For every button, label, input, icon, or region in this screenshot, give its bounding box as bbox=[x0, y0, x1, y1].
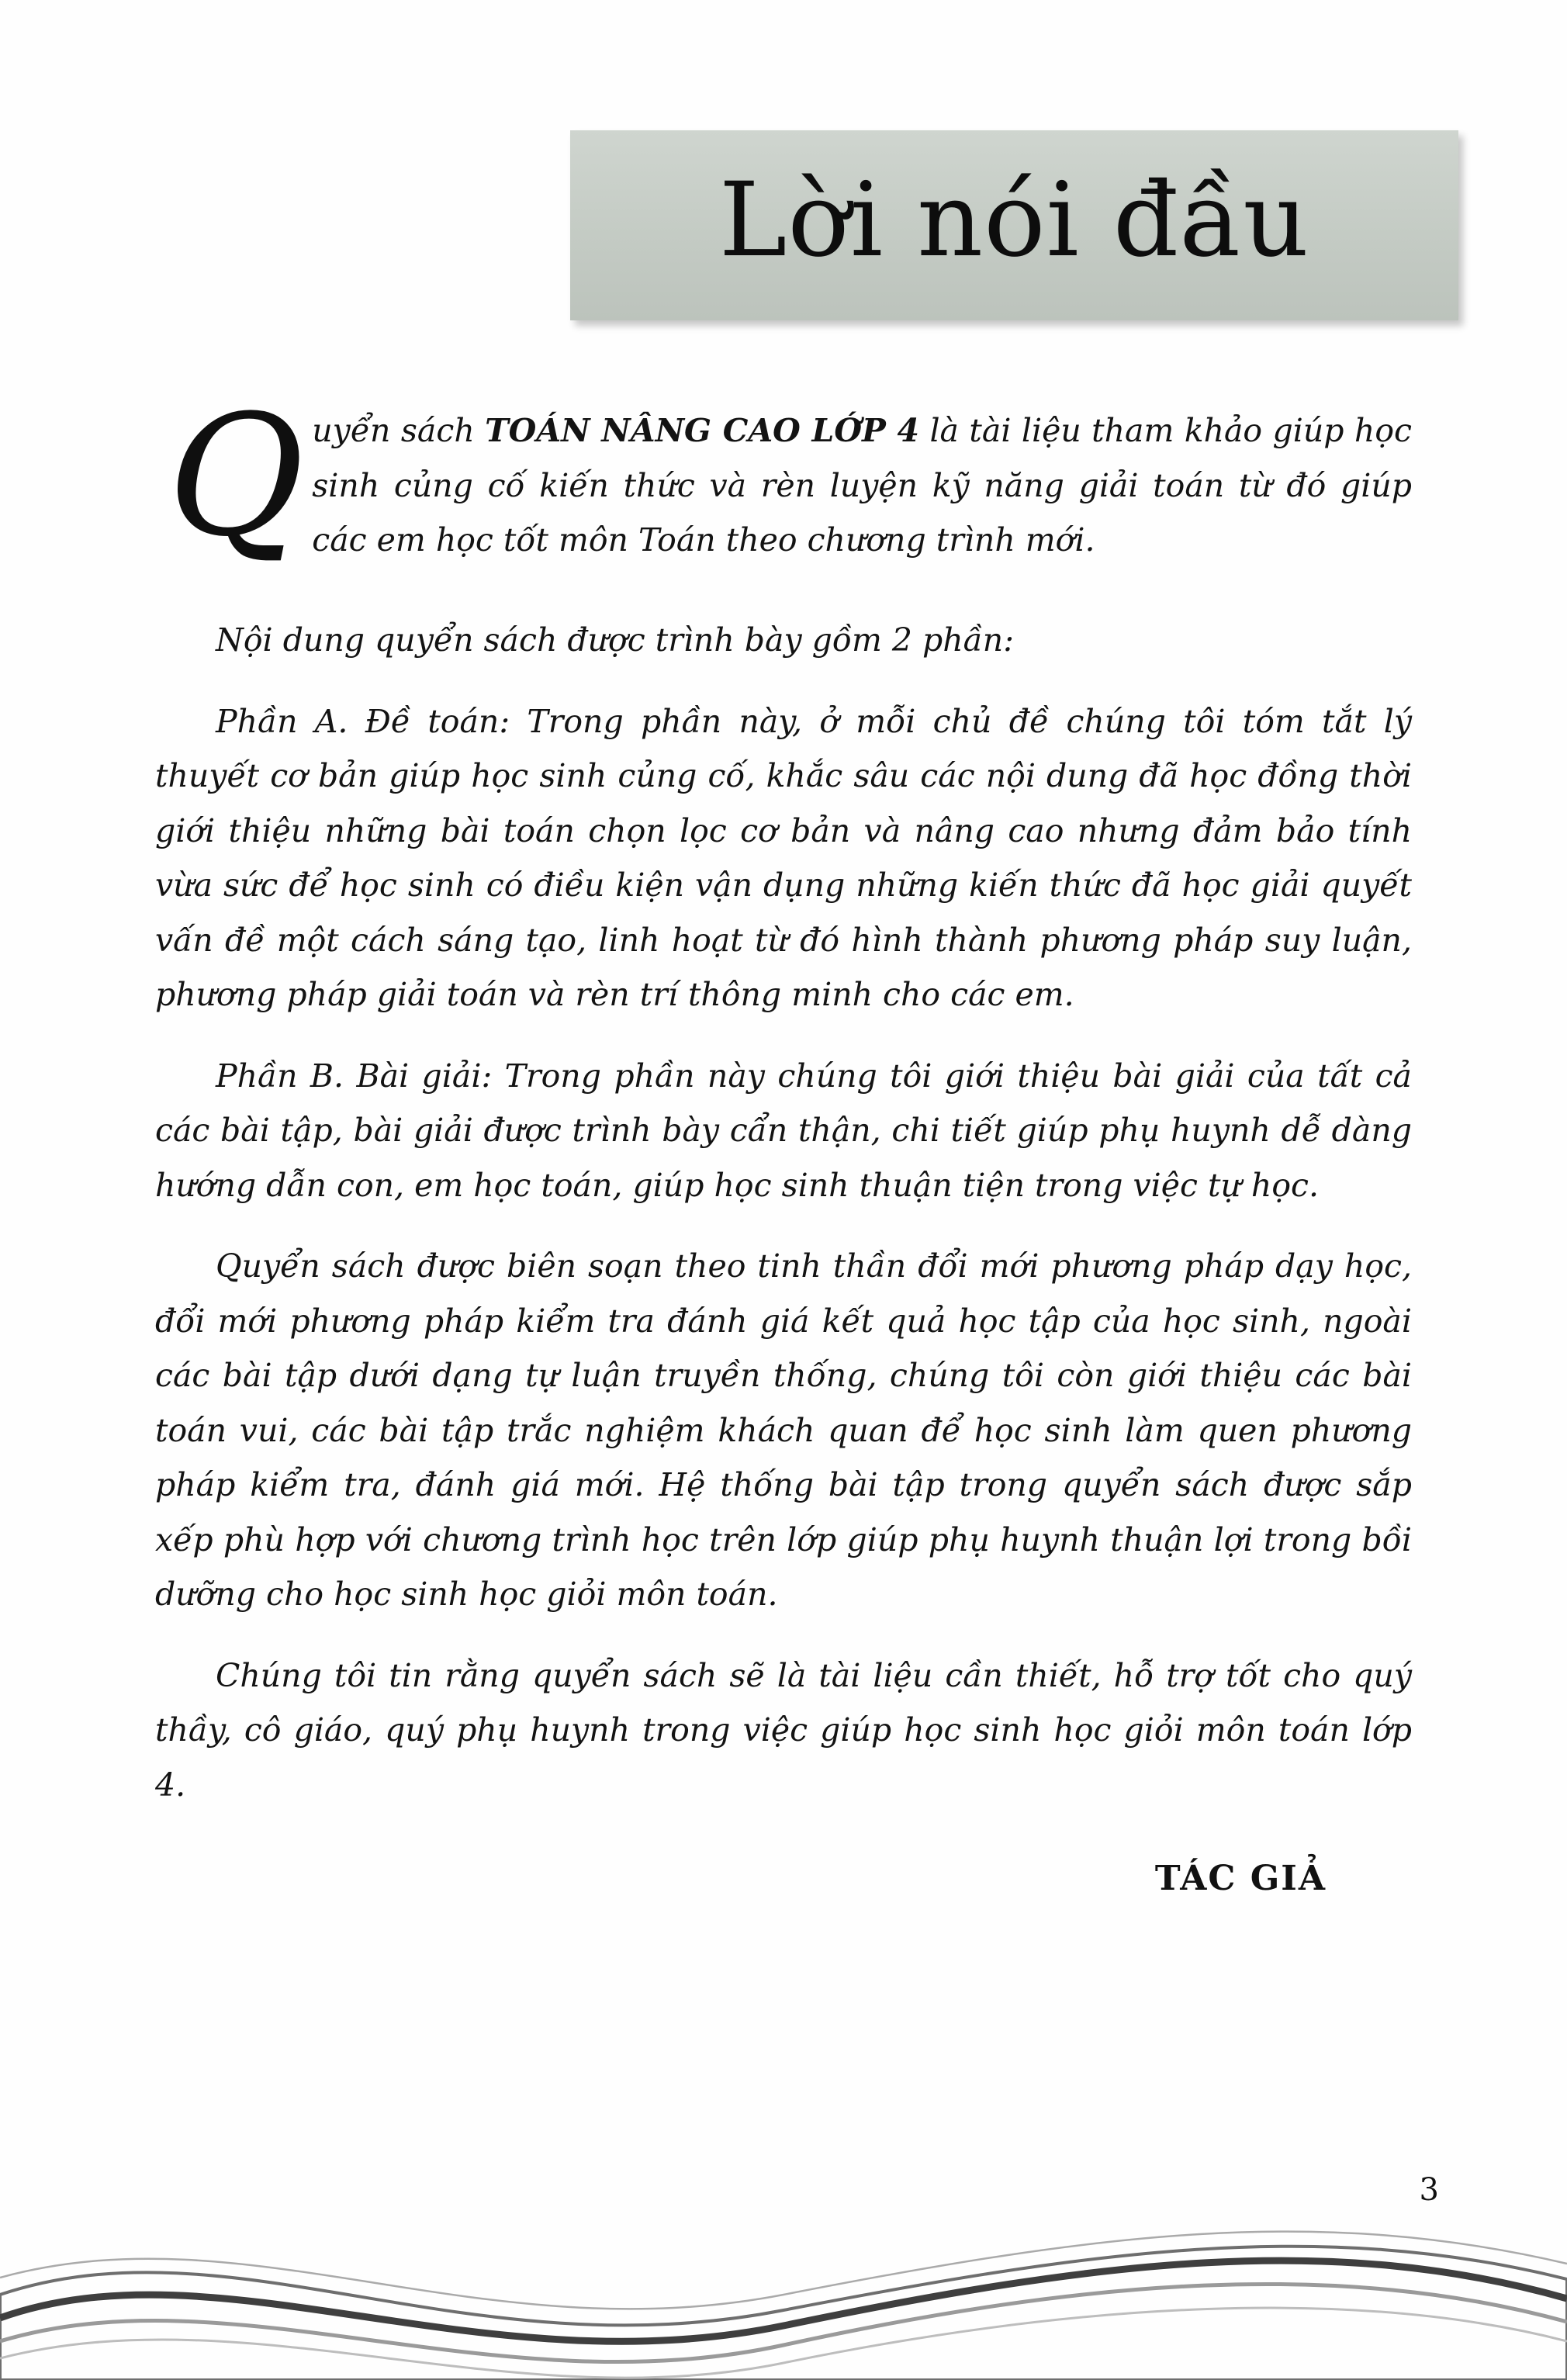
intro-rest: là tài liệu tham khảo giúp học sinh củng cố kiến thức và rèn luyện kỹ năng giải toán từ đó giúp các em học tốt môn Toán theo chương trình mới. bbox=[312, 412, 1412, 559]
drop-cap: Q bbox=[168, 379, 305, 573]
paragraph-phan-a: Phần A. Đề toán: Trong phần này, ở mỗi chủ đề chúng tôi tóm tắt lý thuyết cơ bản giúp học sinh củng cố, khắc sâu các nội dung đã học đồng thời giới thiệu những bài toán chọn lọc cơ bản và nâng cao nhưng đảm bảo tính vừa sức để học sinh có điều kiện vận dụng những kiến thức đã học giải quyết vấn đề một cách sáng tạo, linh hoạt từ đó hình thành phương pháp suy luận, phương pháp giải toán và rèn trí thông minh cho các em. bbox=[155, 702, 1412, 1014]
page-title: Lời nói đầu bbox=[718, 160, 1310, 280]
intro-lead-plain: uyển sách bbox=[312, 412, 486, 449]
page-title-banner bbox=[570, 130, 1458, 320]
paragraph-intro bbox=[155, 379, 1412, 613]
paragraph-ket: Chúng tôi tin rằng quyển sách sẽ là tài liệu cần thiết, hỗ trợ tốt cho quý thầy, cô giáo, quý phụ huynh trong việc giúp học sinh học giỏi môn toán lớp 4. bbox=[155, 1656, 1412, 1804]
paragraph-intro-text bbox=[155, 379, 1412, 573]
author-signature: TÁC GIẢ bbox=[1154, 1859, 1327, 1899]
paragraph-phan-b: Phần B. Bài giải: Trong phần này chúng tôi giới thiệu bài giải của tất cả các bài tập, bài giải được trình bày cẩn thận, chi tiết giúp phụ huynh dễ dàng hướng dẫn con, em học toán, giúp học sinh thuận tiện trong việc tự học. bbox=[155, 1057, 1412, 1204]
document-body bbox=[155, 379, 1412, 1899]
paragraph-noi-dung: Nội dung quyển sách được trình bày gồm 2 phần: bbox=[216, 621, 1015, 659]
book-title: TOÁN NÂNG CAO LỚP 4 bbox=[485, 412, 920, 449]
decorative-wave-graphic bbox=[0, 2186, 1567, 2380]
page-number: 3 bbox=[1419, 2172, 1439, 2208]
paragraph-bien-soan: Quyển sách được biên soạn theo tinh thần đổi mới phương pháp dạy học, đổi mới phương pháp kiểm tra đánh giá kết quả học tập của học sinh, ngoài các bài tập dưới dạng tự luận truyền thống, chúng tôi còn giới thiệu các bài toán vui, các bài tập trắc nghiệm khách quan để học sinh làm quen phương pháp kiểm tra, đánh giá mới. Hệ thống bài tập trong quyển sách được sắp xếp phù hợp với chương trình học trên lớp giúp phụ huynh thuận lợi trong bồi dưỡng cho học sinh học giỏi môn toán. bbox=[155, 1247, 1412, 1614]
